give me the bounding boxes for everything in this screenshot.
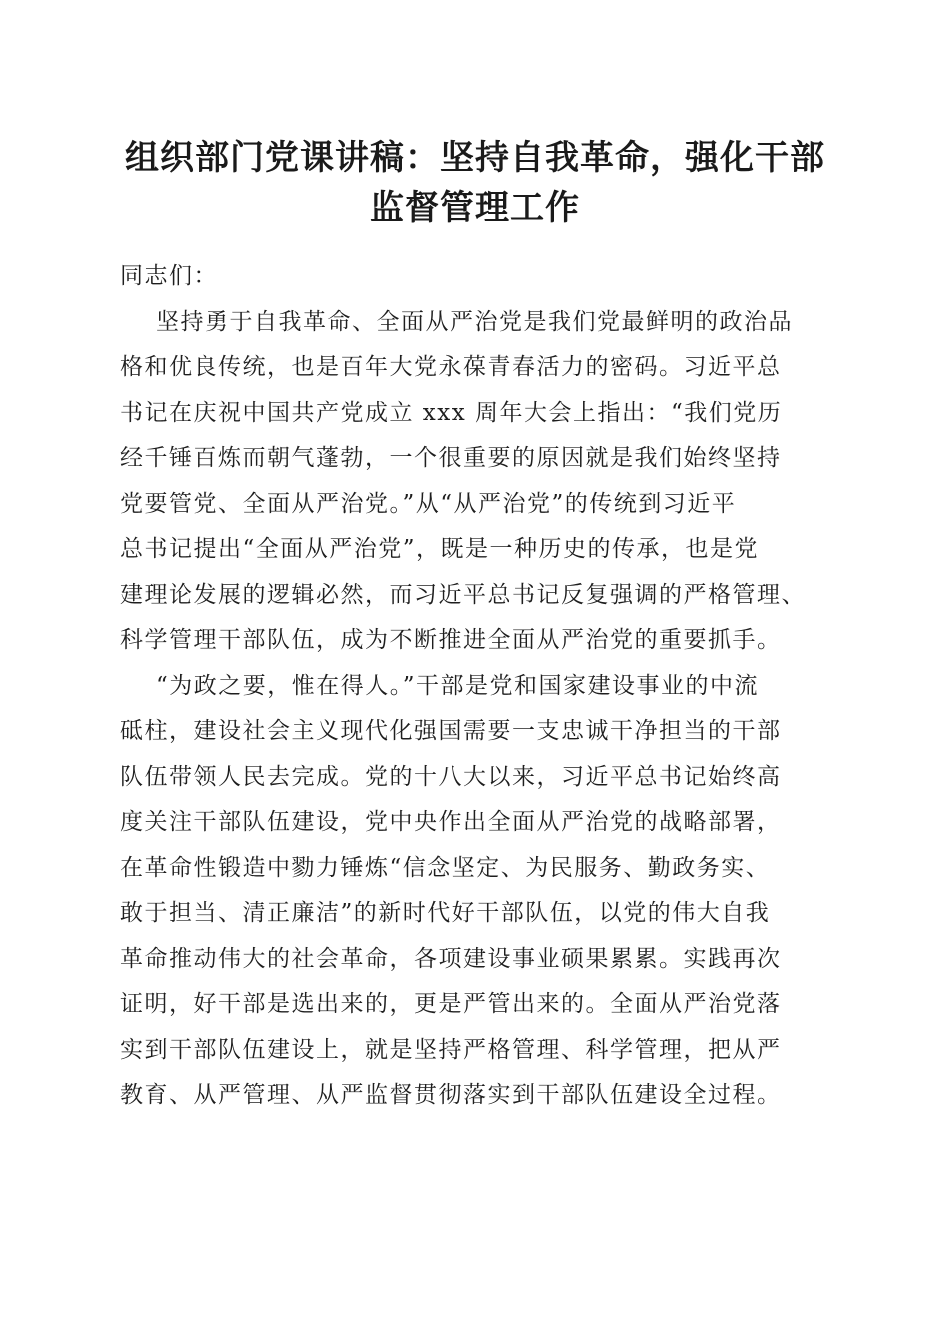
paragraph-line: 革命推动伟大的社会革命，各项建设事业硕果累累。实践再次 — [120, 945, 782, 972]
paragraph-line: 科学管理干部队伍，成为不断推进全面从严治党的重要抓手。 — [120, 627, 782, 653]
paragraph-line: 砥柱，建设社会主义现代化强国需要一支忠诚干净担当的干部 — [120, 718, 782, 744]
paragraph-line: 格和优良传统，也是百年大党永葆青春活力的密码。习近平总 — [120, 354, 782, 380]
salutation: 同志们： — [120, 263, 218, 289]
paragraph-2 — [120, 664, 832, 1119]
paragraph-line: “为政之要，惟在得人。”干部是党和国家建设事业的中流 — [156, 672, 760, 699]
paragraph-line: 实到干部队伍建设上，就是坚持严格管理、科学管理，把从严 — [120, 1036, 782, 1063]
paragraph-line: 书记在庆祝中国共产党成立 xxx 周年大会上指出：“我们党历 — [120, 399, 783, 426]
paragraph-line: 党要管党、全面从严治党。”从“从严治党”的传统到习近平 — [120, 490, 737, 517]
paragraph-line: 证明，好干部是选出来的，更是严管出来的。全面从严治党落 — [120, 991, 782, 1017]
paragraph-line: 教育、从严管理、从严监督贯彻落实到干部队伍建设全过程。 — [120, 1082, 782, 1108]
paragraph-line: 敢于担当、清正廉洁”的新时代好干部队伍，以党的伟大自我 — [120, 900, 771, 926]
paragraph-1 — [120, 300, 832, 664]
title-line-1: 组织部门党课讲稿：坚持自我革命，强化干部 — [125, 138, 825, 178]
paragraph-line: 建理论发展的逻辑必然，而习近平总书记反复强调的严格管理、 — [120, 581, 806, 608]
paragraph-line: 度关注干部队伍建设，党中央作出全面从严治党的战略部署， — [120, 809, 782, 835]
paragraph-line: 总书记提出“全面从严治党”，既是一种历史的传承，也是党 — [120, 536, 760, 562]
paragraph-line: 经千锤百炼而朝气蓬勃，一个很重要的原因就是我们始终坚持 — [120, 445, 782, 471]
document-body — [120, 254, 832, 1119]
title-line-2: 监督管理工作 — [370, 188, 580, 228]
paragraph-line: 坚持勇于自我革命、全面从严治党是我们党最鲜明的政治品 — [156, 308, 793, 335]
paragraph-line: 在革命性锻造中勠力锤炼“信念坚定、为民服务、勤政务实、 — [120, 854, 771, 881]
document-title — [100, 133, 850, 233]
paragraph-line: 队伍带领人民去完成。党的十八大以来，习近平总书记始终高 — [120, 763, 782, 790]
